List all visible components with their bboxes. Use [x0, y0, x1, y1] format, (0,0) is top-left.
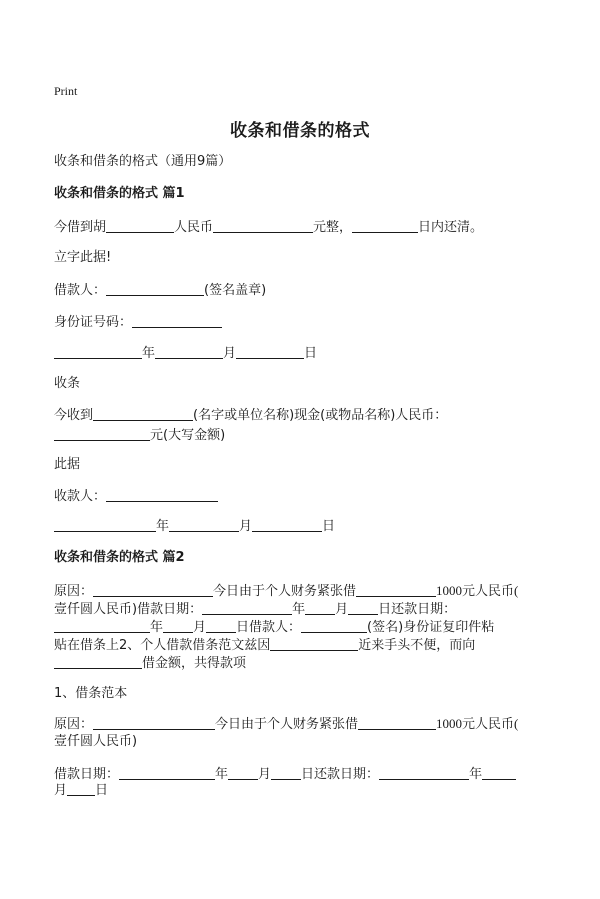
blank-field: [352, 218, 418, 233]
sample-line-2: 壹仟圆人民币): [54, 734, 138, 749]
text-segment: 月: [239, 519, 253, 534]
blank-field: [169, 517, 239, 532]
blank-field: [93, 582, 213, 597]
text-segment: 原因：: [54, 717, 94, 732]
text-segment: 日还款日期：: [378, 602, 457, 617]
reason-line-3: [54, 618, 494, 637]
sample-line-1: [54, 715, 518, 734]
text-segment: 年: [150, 620, 164, 635]
text-segment: 月: [223, 346, 237, 361]
page-title: 收条和借条的格式: [230, 121, 370, 141]
blank-field: [252, 517, 322, 532]
blank-field: [54, 618, 150, 633]
text-segment: 月: [54, 783, 68, 798]
blank-field: [132, 313, 222, 328]
text-segment: 原因：: [54, 584, 94, 599]
date-line-2: [54, 517, 335, 536]
text-segment: 近来手头不便，而向: [358, 638, 476, 653]
text-segment: 收款人：: [54, 489, 107, 504]
text-segment: 今日由于个人财务紧张借: [215, 717, 359, 732]
text-segment: 今日由于个人财务紧张借: [213, 584, 357, 599]
blank-field: [358, 715, 436, 730]
text-segment: 日: [95, 783, 109, 798]
receipt-title: 收条: [54, 376, 81, 391]
text-segment: 元(大写金额): [150, 428, 226, 443]
reason-line-2: [54, 600, 456, 619]
sample-line-3: [54, 765, 516, 784]
text-segment: 日: [304, 346, 318, 361]
loan-line-1: [54, 218, 483, 237]
reason-line-4: [54, 636, 475, 655]
blank-field: [348, 600, 378, 615]
receipt-line-1: [54, 406, 447, 425]
payee-line: [54, 487, 218, 506]
sample-title: 1、借条范本: [54, 686, 128, 701]
text-segment: (名字或单位名称)现金(或物品名称)人民币：: [193, 408, 448, 423]
blank-field: [482, 765, 516, 780]
text-segment: 日借款人：: [236, 620, 302, 635]
blank-field: [305, 600, 335, 615]
blank-field: [270, 636, 358, 651]
text-segment: 今借到胡: [54, 220, 107, 235]
reason-line-5: [54, 654, 246, 673]
text-segment: 借金额，共得款项: [142, 656, 247, 671]
blank-field: [119, 765, 215, 780]
blank-field: [202, 600, 292, 615]
blank-field: [271, 765, 301, 780]
blank-field: [163, 618, 193, 633]
borrower-line: [54, 281, 266, 300]
text-segment: 借款日期：: [54, 767, 120, 782]
blank-field: [228, 765, 258, 780]
print-label: Print: [54, 84, 78, 98]
text-segment: 月: [193, 620, 207, 635]
text-segment: 1000元人民币(: [436, 716, 519, 731]
blank-field: [54, 426, 150, 441]
text-segment: 元整，: [313, 220, 353, 235]
text-segment: 年: [469, 767, 483, 782]
text-segment: 今收到: [54, 408, 94, 423]
blank-field: [301, 618, 367, 633]
receipt-line-2: [54, 426, 225, 445]
blank-field: [206, 618, 236, 633]
blank-field: [379, 765, 469, 780]
text-segment: 年: [156, 519, 170, 534]
blank-field: [54, 517, 156, 532]
text-segment: 月: [335, 602, 349, 617]
section-heading-1: 收条和借条的格式 篇1: [54, 186, 185, 201]
intro-line: 收条和借条的格式（通用9篇）: [54, 154, 232, 169]
sample-line-4: [54, 781, 108, 800]
blank-field: [54, 344, 142, 359]
text-segment: 贴在借条上2、个人借款借条范文兹因: [54, 638, 271, 653]
text-segment: 身份证号码：: [54, 315, 133, 330]
text-segment: 壹仟圆人民币)借款日期：: [54, 602, 203, 617]
text-segment: 日: [322, 519, 336, 534]
blank-field: [106, 218, 174, 233]
blank-field: [356, 582, 436, 597]
text-segment: 日还款日期：: [301, 767, 380, 782]
text-segment: 日内还清。: [418, 220, 484, 235]
text-segment: 人民币: [174, 220, 214, 235]
blank-field: [106, 281, 204, 296]
section-heading-2: 收条和借条的格式 篇2: [54, 550, 185, 565]
loan-line-2: 立字此据!: [54, 250, 112, 265]
reason-line-1: [54, 582, 518, 601]
blank-field: [106, 487, 218, 502]
blank-field: [54, 654, 142, 669]
ciju-line: 此据: [54, 457, 81, 472]
text-segment: 月: [258, 767, 272, 782]
blank-field: [213, 218, 313, 233]
text-segment: 借款人：: [54, 283, 107, 298]
text-segment: (签名盖章): [204, 283, 267, 298]
id-number-line: [54, 313, 222, 332]
text-segment: 年: [215, 767, 229, 782]
text-segment: 1000元人民币(: [436, 583, 519, 598]
text-segment: (签名)身份证复印件粘: [367, 620, 495, 635]
blank-field: [67, 781, 95, 796]
blank-field: [93, 406, 193, 421]
text-segment: 年: [292, 602, 306, 617]
text-segment: 年: [142, 346, 156, 361]
blank-field: [155, 344, 223, 359]
blank-field: [236, 344, 304, 359]
blank-field: [93, 715, 215, 730]
date-line-1: [54, 344, 317, 363]
